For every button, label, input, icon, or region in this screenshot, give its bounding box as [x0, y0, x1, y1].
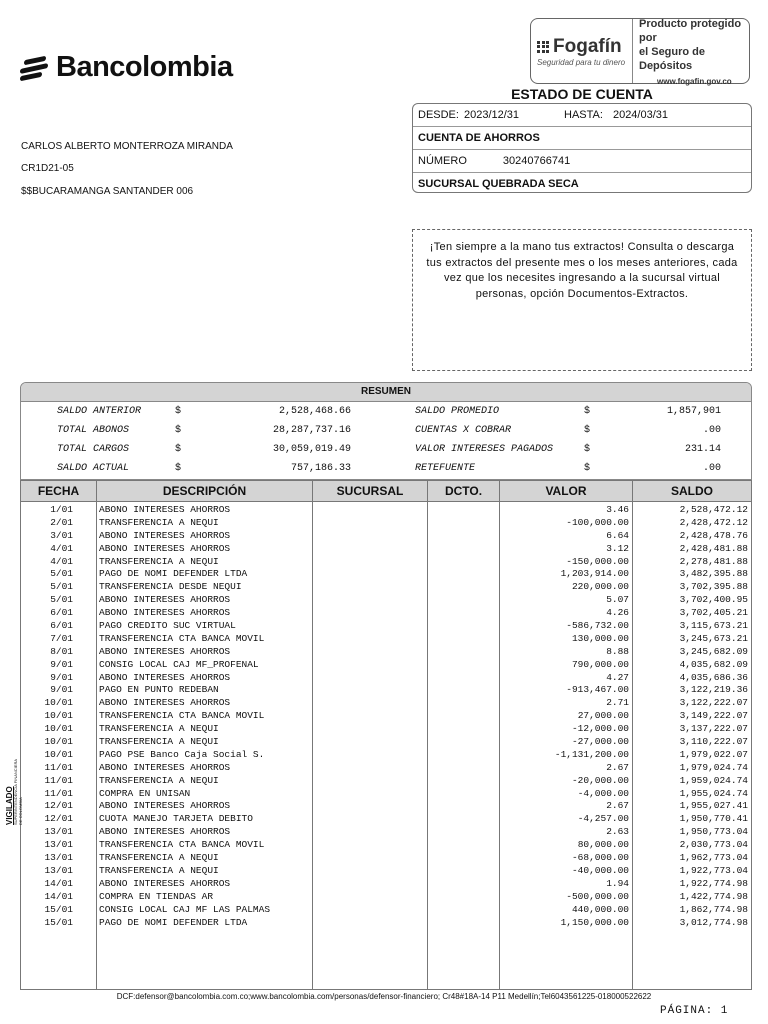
table-row	[21, 568, 751, 581]
row-descripcion: CONSIG LOCAL CAJ MF_PROFENAL	[99, 658, 259, 670]
row-saldo: 3,122,222.07	[679, 697, 748, 709]
table-row	[21, 607, 751, 620]
row-descripcion: TRANSFERENCIA DESDE NEQUI	[99, 581, 242, 593]
row-fecha: 3/01	[50, 529, 73, 541]
row-fecha: 14/01	[44, 877, 73, 889]
summary-value: 30,059,019.49	[272, 444, 351, 455]
row-saldo: 3,245,673.21	[679, 632, 748, 644]
row-valor: 5.07	[606, 594, 629, 606]
row-descripcion: TRANSFERENCIA A NEQUI	[99, 555, 219, 567]
row-valor: -27,000.00	[571, 736, 629, 748]
row-valor: -500,000.00	[566, 890, 629, 902]
row-valor: -4,257.00	[577, 813, 629, 825]
summary-currency: $	[584, 406, 591, 417]
table-row	[21, 594, 751, 607]
account-number: 30240766741	[502, 155, 571, 167]
row-descripcion: ABONO INTERESES AHORROS	[99, 594, 231, 606]
row-descripcion: TRANSFERENCIA A NEQUI	[99, 852, 219, 864]
summary-value: 757,186.33	[290, 463, 351, 474]
summary-row	[21, 440, 751, 459]
row-saldo: 3,012,774.98	[679, 916, 748, 928]
table-row	[21, 723, 751, 736]
table-row	[21, 556, 751, 569]
row-descripcion: ABONO INTERESES AHORROS	[99, 671, 231, 683]
row-valor: 1,203,914.00	[560, 568, 629, 580]
row-saldo: 3,149,222.07	[679, 710, 748, 722]
row-saldo: 4,035,682.09	[679, 658, 748, 670]
row-valor: -4,000.00	[577, 787, 629, 799]
account-number-row	[413, 150, 751, 173]
fogafin-url[interactable]: www.fogafin.gov.co	[657, 76, 732, 86]
summary-value: .00	[702, 463, 721, 474]
row-fecha: 5/01	[50, 568, 73, 580]
summary-label: VALOR INTERESES PAGADOS	[415, 444, 554, 455]
hasta-label: HASTA:	[564, 109, 603, 121]
row-fecha: 14/01	[44, 890, 73, 902]
row-descripcion: ABONO INTERESES AHORROS	[99, 826, 231, 838]
table-row	[21, 800, 751, 813]
summary-label: SALDO PROMEDIO	[415, 406, 500, 417]
table-row	[21, 762, 751, 775]
row-saldo: 3,702,400.95	[679, 594, 748, 606]
summary-currency: $	[584, 463, 591, 474]
summary-value: .00	[702, 425, 721, 436]
summary-label: CUENTAS X COBRAR	[415, 425, 512, 436]
row-fecha: 10/01	[44, 748, 73, 760]
row-fecha: 11/01	[44, 774, 73, 786]
client-city: $$BUCARAMANGA SANTANDER 006	[21, 186, 194, 197]
extracts-message: ¡Ten siempre a la mano tus extractos! Consulta o descarga tus extractos del presente mes o los meses anteriores, cada vez que los necesites ingresando a la sucursal virtual personas, opción Documentos-Extractos.	[412, 229, 752, 371]
row-valor: 220,000.00	[571, 581, 629, 593]
row-descripcion: PAGO EN PUNTO REDEBAN	[99, 684, 219, 696]
table-row	[21, 839, 751, 852]
row-saldo: 3,245,682.09	[679, 645, 748, 657]
row-descripcion: TRANSFERENCIA A NEQUI	[99, 516, 219, 528]
table-body	[21, 504, 751, 929]
row-saldo: 1,922,774.98	[679, 877, 748, 889]
row-fecha: 10/01	[44, 736, 73, 748]
summary-label: RETEFUENTE	[415, 463, 476, 474]
row-descripcion: TRANSFERENCIA A NEQUI	[99, 864, 219, 876]
row-valor: 8.88	[606, 645, 629, 657]
desde-label: DESDE:	[418, 109, 459, 121]
row-saldo: 2,030,773.04	[679, 839, 748, 851]
statement-box	[412, 103, 752, 193]
vigilado-subtext: SUPERINTENDENCIA FINANCIERA DE COLOMBIA	[13, 758, 23, 825]
row-valor: -100,000.00	[566, 516, 629, 528]
row-descripcion: ABONO INTERESES AHORROS	[99, 504, 231, 515]
row-valor: -40,000.00	[571, 864, 629, 876]
summary-currency: $	[175, 406, 182, 417]
row-saldo: 2,278,481.88	[679, 555, 748, 567]
row-valor: -586,732.00	[566, 620, 629, 632]
table-row	[21, 504, 751, 517]
row-descripcion: ABONO INTERESES AHORROS	[99, 607, 231, 619]
row-fecha: 11/01	[44, 761, 73, 773]
row-descripcion: COMPRA EN UNISAN	[99, 787, 191, 799]
summary-row	[21, 459, 751, 478]
row-saldo: 3,110,222.07	[679, 736, 748, 748]
row-fecha: 1/01	[50, 504, 73, 515]
row-saldo: 1,979,022.07	[679, 748, 748, 760]
table-row	[21, 633, 751, 646]
row-valor: -68,000.00	[571, 852, 629, 864]
row-descripcion: ABONO INTERESES AHORROS	[99, 697, 231, 709]
fogafin-dots-icon	[537, 41, 549, 53]
row-saldo: 1,422,774.98	[679, 890, 748, 902]
client-name: CARLOS ALBERTO MONTERROZA MIRANDA	[21, 141, 233, 152]
row-saldo: 1,950,773.04	[679, 826, 748, 838]
header-dcto: DCTO.	[428, 481, 500, 501]
row-descripcion: PAGO DE NOMI DEFENDER LTDA	[99, 568, 248, 580]
header-descripcion: DESCRIPCIÓN	[97, 481, 313, 501]
summary-currency: $	[175, 444, 182, 455]
row-valor: 80,000.00	[577, 839, 629, 851]
summary-label: TOTAL ABONOS	[57, 425, 130, 436]
row-saldo: 1,955,027.41	[679, 800, 748, 812]
table-header	[21, 481, 751, 502]
row-fecha: 13/01	[44, 826, 73, 838]
row-fecha: 4/01	[50, 555, 73, 567]
table-row	[21, 788, 751, 801]
summary-currency: $	[175, 425, 182, 436]
row-fecha: 8/01	[50, 645, 73, 657]
summary-title: RESUMEN	[21, 383, 751, 402]
row-valor: 6.64	[606, 529, 629, 541]
row-saldo: 1,950,770.41	[679, 813, 748, 825]
table-row	[21, 904, 751, 917]
summary-row	[21, 421, 751, 440]
table-row	[21, 697, 751, 710]
row-fecha: 15/01	[44, 916, 73, 928]
row-descripcion: ABONO INTERESES AHORROS	[99, 877, 231, 889]
summary-row	[21, 402, 751, 421]
table-row	[21, 749, 751, 762]
row-descripcion: TRANSFERENCIA A NEQUI	[99, 723, 219, 735]
row-descripcion: TRANSFERENCIA CTA BANCA MOVIL	[99, 839, 265, 851]
page-number: PÁGINA: 1	[660, 1005, 729, 1017]
table-row	[21, 775, 751, 788]
row-descripcion: TRANSFERENCIA A NEQUI	[99, 774, 219, 786]
transactions-table	[20, 480, 752, 990]
row-descripcion: CUOTA MANEJO TARJETA DEBITO	[99, 813, 253, 825]
table-row	[21, 710, 751, 723]
row-valor: 3.46	[606, 504, 629, 515]
table-row	[21, 684, 751, 697]
row-valor: 27,000.00	[577, 710, 629, 722]
fogafin-protected-line2: el Seguro de Depósitos	[639, 45, 706, 72]
account-type: CUENTA DE AHORROS	[413, 127, 751, 150]
header-valor: VALOR	[500, 481, 633, 501]
summary-label: SALDO ACTUAL	[57, 463, 130, 474]
table-row	[21, 826, 751, 839]
row-valor: -150,000.00	[566, 555, 629, 567]
row-descripcion: CONSIG LOCAL CAJ MF LAS PALMAS	[99, 903, 271, 915]
numero-label: NÚMERO	[418, 155, 467, 167]
row-fecha: 15/01	[44, 903, 73, 915]
header-fecha: FECHA	[21, 481, 97, 501]
row-fecha: 2/01	[50, 516, 73, 528]
row-fecha: 13/01	[44, 852, 73, 864]
summary-value: 28,287,737.16	[272, 425, 351, 436]
table-row	[21, 917, 751, 930]
row-saldo: 3,482,395.88	[679, 568, 748, 580]
row-valor: 2.63	[606, 826, 629, 838]
fogafin-name: Fogafín	[553, 35, 622, 57]
row-saldo: 1,862,774.98	[679, 903, 748, 915]
table-row	[21, 672, 751, 685]
row-fecha: 9/01	[50, 658, 73, 670]
row-saldo: 2,428,472.12	[679, 516, 748, 528]
fogafin-badge	[530, 18, 750, 84]
summary-panel	[20, 382, 752, 480]
row-descripcion: ABONO INTERESES AHORROS	[99, 529, 231, 541]
table-row	[21, 891, 751, 904]
client-code: CR1D21-05	[21, 163, 74, 174]
row-fecha: 6/01	[50, 620, 73, 632]
row-saldo: 4,035,686.36	[679, 671, 748, 683]
table-row	[21, 517, 751, 530]
row-fecha: 10/01	[44, 723, 73, 735]
table-row	[21, 543, 751, 556]
row-valor: 790,000.00	[571, 658, 629, 670]
row-valor: 2.67	[606, 761, 629, 773]
summary-value: 1,857,901	[666, 406, 721, 417]
row-fecha: 6/01	[50, 607, 73, 619]
row-saldo: 3,137,222.07	[679, 723, 748, 735]
row-saldo: 1,922,773.04	[679, 864, 748, 876]
row-descripcion: ABONO INTERESES AHORROS	[99, 761, 231, 773]
row-valor: 4.27	[606, 671, 629, 683]
row-fecha: 5/01	[50, 581, 73, 593]
header-sucursal: SUCURSAL	[313, 481, 428, 501]
vigilado-text: VIGILADO	[5, 786, 14, 825]
row-saldo: 1,979,024.74	[679, 761, 748, 773]
footer-contact: DCF:defensor@bancolombia.com.co;www.bancolombia.com/personas/defensor-financiero; Cr48#18A-14 P11 Medellín;Tel6043561225-018000522622	[116, 992, 652, 1001]
table-row	[21, 865, 751, 878]
row-fecha: 13/01	[44, 839, 73, 851]
summary-currency: $	[584, 444, 591, 455]
table-row	[21, 813, 751, 826]
row-descripcion: PAGO CREDITO SUC VIRTUAL	[99, 620, 236, 632]
statement-title: ESTADO DE CUENTA	[511, 86, 653, 102]
row-fecha: 4/01	[50, 542, 73, 554]
row-valor: 440,000.00	[571, 903, 629, 915]
summary-label: SALDO ANTERIOR	[57, 406, 142, 417]
row-fecha: 10/01	[44, 710, 73, 722]
bancolombia-logo	[20, 48, 233, 86]
row-fecha: 12/01	[44, 813, 73, 825]
row-fecha: 5/01	[50, 594, 73, 606]
summary-label: TOTAL CARGOS	[57, 444, 130, 455]
table-row	[21, 736, 751, 749]
row-descripcion: TRANSFERENCIA CTA BANCA MOVIL	[99, 710, 265, 722]
row-saldo: 3,115,673.21	[679, 620, 748, 632]
row-fecha: 12/01	[44, 800, 73, 812]
row-fecha: 9/01	[50, 684, 73, 696]
row-valor: 3.12	[606, 542, 629, 554]
summary-value: 2,528,468.66	[278, 406, 351, 417]
row-descripcion: PAGO DE NOMI DEFENDER LTDA	[99, 916, 248, 928]
table-row	[21, 659, 751, 672]
row-valor: 130,000.00	[571, 632, 629, 644]
row-fecha: 13/01	[44, 864, 73, 876]
row-descripcion: ABONO INTERESES AHORROS	[99, 800, 231, 812]
row-saldo: 3,702,405.21	[679, 607, 748, 619]
row-fecha: 10/01	[44, 697, 73, 709]
row-descripcion: TRANSFERENCIA CTA BANCA MOVIL	[99, 632, 265, 644]
statement-period	[413, 104, 751, 127]
table-row	[21, 646, 751, 659]
row-valor: -20,000.00	[571, 774, 629, 786]
fogafin-protected-line1: Producto protegido por	[639, 17, 742, 44]
sucursal: SUCURSAL QUEBRADA SECA	[418, 178, 579, 190]
row-descripcion: TRANSFERENCIA A NEQUI	[99, 736, 219, 748]
row-saldo: 2,428,481.88	[679, 542, 748, 554]
row-saldo: 1,955,024.74	[679, 787, 748, 799]
row-saldo: 2,428,478.76	[679, 529, 748, 541]
row-fecha: 11/01	[44, 787, 73, 799]
bancolombia-stripes-icon	[20, 52, 50, 82]
table-row	[21, 581, 751, 594]
table-row	[21, 620, 751, 633]
row-descripcion: PAGO PSE Banco Caja Social S.	[99, 748, 265, 760]
row-descripcion: COMPRA EN TIENDAS AR	[99, 890, 214, 902]
vigilado-stamp	[2, 705, 24, 825]
row-saldo: 3,122,219.36	[679, 684, 748, 696]
header-saldo: SALDO	[671, 484, 713, 498]
summary-currency: $	[584, 425, 591, 436]
table-row	[21, 530, 751, 543]
hasta-value: 2024/03/31	[612, 109, 669, 121]
row-fecha: 7/01	[50, 632, 73, 644]
desde-value: 2023/12/31	[463, 109, 520, 121]
row-valor: -913,467.00	[566, 684, 629, 696]
row-valor: -12,000.00	[571, 723, 629, 735]
row-saldo: 2,528,472.12	[679, 504, 748, 515]
table-row	[21, 878, 751, 891]
row-valor: 4.26	[606, 607, 629, 619]
summary-value: 231.14	[684, 444, 721, 455]
row-valor: 2.71	[606, 697, 629, 709]
brand-name: Bancolombia	[56, 50, 233, 83]
row-descripcion: ABONO INTERESES AHORROS	[99, 645, 231, 657]
row-valor: -1,131,200.00	[554, 748, 629, 760]
row-valor: 1,150,000.00	[560, 916, 629, 928]
row-descripcion: ABONO INTERESES AHORROS	[99, 542, 231, 554]
row-fecha: 9/01	[50, 671, 73, 683]
table-row	[21, 852, 751, 865]
row-saldo: 1,959,024.74	[679, 774, 748, 786]
row-valor: 1.94	[606, 877, 629, 889]
summary-currency: $	[175, 463, 182, 474]
fogafin-tagline: Seguridad para tu dinero	[537, 57, 626, 67]
row-saldo: 3,702,395.88	[679, 581, 748, 593]
row-saldo: 1,962,773.04	[679, 852, 748, 864]
row-valor: 2.67	[606, 800, 629, 812]
